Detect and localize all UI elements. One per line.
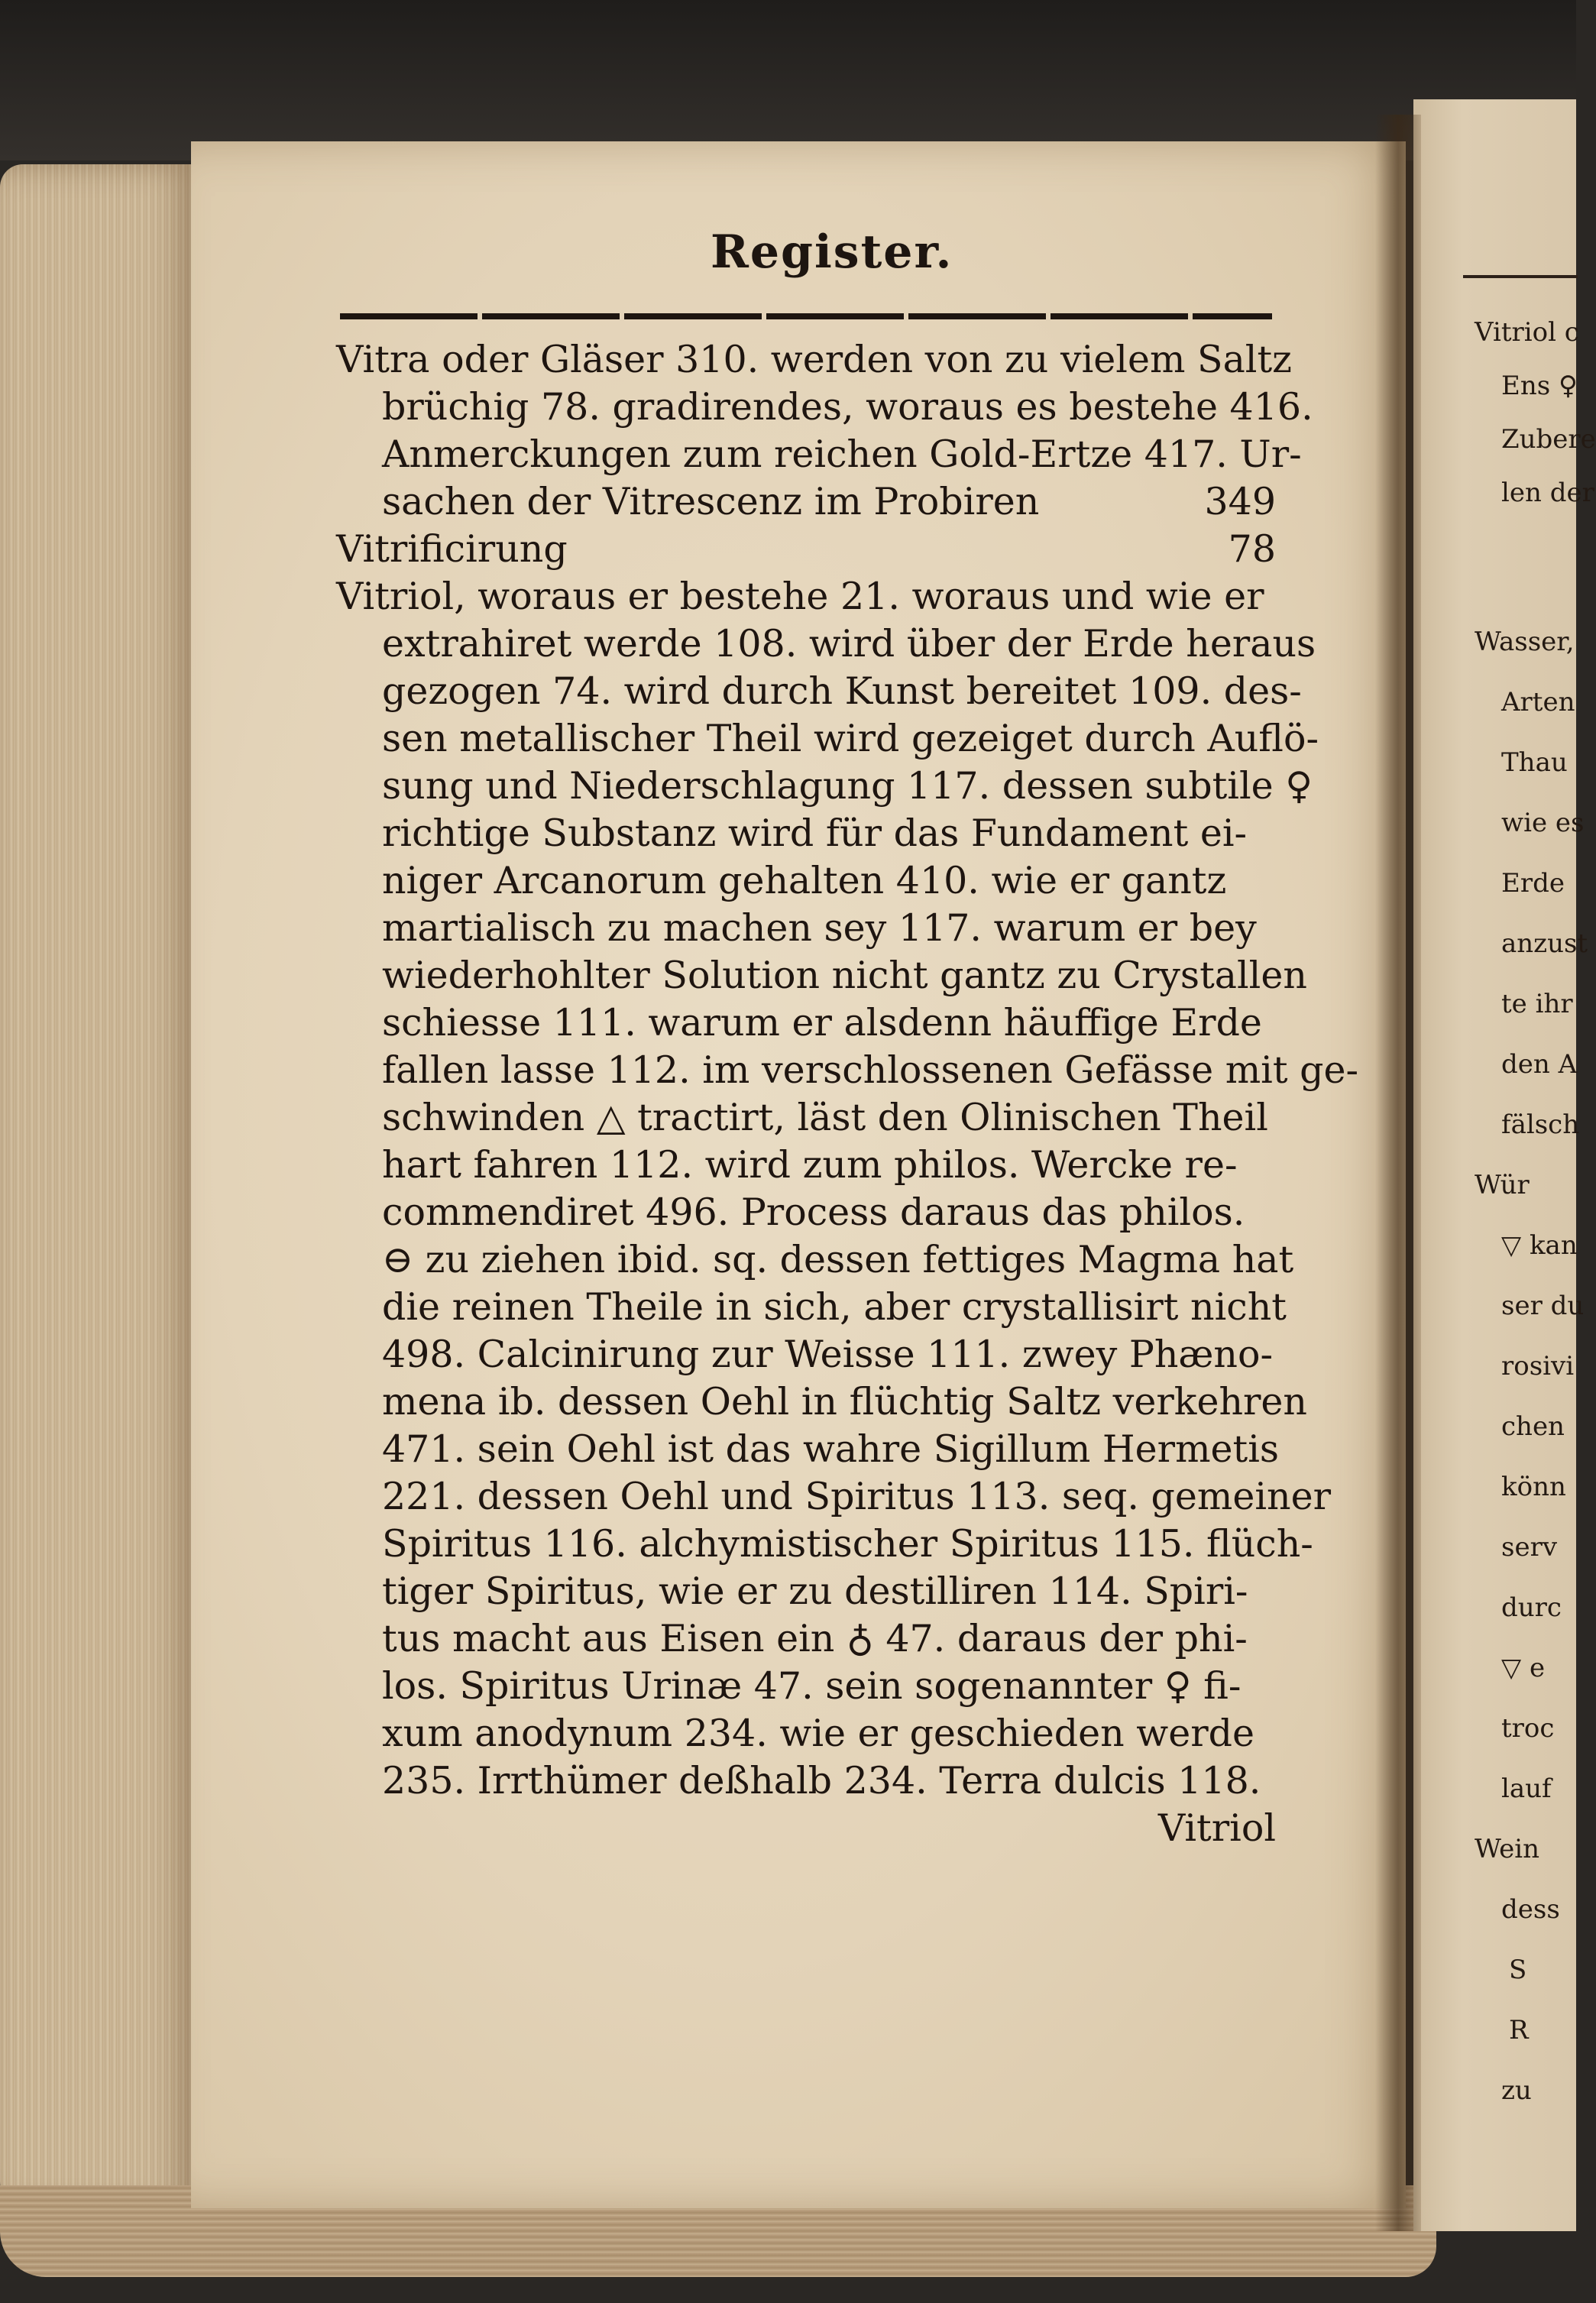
- register-line-text: martialisch zu machen sey 117. warum er bey: [382, 906, 1257, 950]
- facing-page-line: anzust: [1501, 928, 1588, 959]
- facing-page-line: ▽ kan: [1501, 1230, 1578, 1261]
- register-line: [336, 573, 1276, 620]
- page-reference: 349: [1204, 480, 1276, 523]
- register-line: [336, 1473, 1331, 1521]
- register-line: [336, 763, 1313, 810]
- register-line: [336, 1189, 1276, 1236]
- register-line-text: hart fahren 112. wird zum philos. Wercke re-: [382, 1143, 1238, 1187]
- facing-page-line: Vitriol c: [1475, 317, 1579, 348]
- register-line-text: schiesse 111. warum er alsdenn häuffige Erde: [382, 1001, 1262, 1045]
- register-line-text: 471. sein Oehl ist das wahre Sigillum Hermetis: [382, 1427, 1280, 1471]
- page-reference: 78: [1228, 527, 1276, 571]
- register-line: [336, 1094, 1276, 1142]
- register-line-text: mena ib. dessen Oehl in flüchtig Saltz verkehren: [382, 1380, 1307, 1424]
- book-page-edges: [0, 164, 195, 2212]
- register-line: [336, 1142, 1276, 1189]
- register-line: [336, 478, 1276, 526]
- register-line: [336, 668, 1302, 715]
- register-line: [336, 336, 1292, 384]
- register-line-text: xum anodynum 234. wie er geschieden werde: [382, 1712, 1254, 1755]
- register-line-text: sachen der Vitrescenz im Probiren: [382, 480, 1040, 523]
- register-line: [336, 1284, 1287, 1331]
- register-line-text: gezogen 74. wird durch Kunst bereitet 109. des-: [382, 669, 1302, 713]
- right-page: [1413, 99, 1596, 2231]
- register-line-text: sen metallischer Theil wird gezeiget durch Auflö-: [382, 717, 1319, 760]
- register-line: [336, 810, 1276, 857]
- facing-page-line: Arten: [1501, 687, 1575, 717]
- register-line-text: Spiritus 116. alchymistischer Spiritus 115. flüch-: [382, 1522, 1313, 1566]
- catchword-line: [336, 1805, 1276, 1852]
- register-line: [336, 1047, 1359, 1094]
- register-line-text: sung und Niederschlagung 117. dessen subtile ♀: [382, 764, 1313, 808]
- register-line: [336, 1331, 1276, 1378]
- register-line-text: fallen lasse 112. im verschlossenen Gefässe mit ge-: [382, 1048, 1359, 1092]
- register-line: [336, 526, 1276, 573]
- register-line-text: Vitra oder Gläser 310. werden von zu vielem Saltz: [336, 338, 1292, 381]
- facing-page-line: lauf: [1501, 1773, 1552, 1804]
- facing-page-line: R: [1509, 2015, 1529, 2045]
- facing-page-line: Erde: [1501, 868, 1565, 899]
- register-line: [336, 1568, 1276, 1615]
- facing-page-line: ▽ e: [1501, 1653, 1546, 1683]
- register-text: [336, 336, 1359, 1852]
- facing-page-line: zu: [1501, 2075, 1532, 2106]
- register-line-text: schwinden △ tractirt, läst den Olinischen Theil: [382, 1096, 1268, 1139]
- facing-page-line: Zubere: [1501, 424, 1596, 455]
- running-head: Register.: [711, 225, 953, 279]
- facing-page-line: Wür: [1475, 1170, 1530, 1200]
- register-line-text: die reinen Theile in sich, aber crystallisirt nicht: [382, 1285, 1287, 1329]
- register-line-text: Anmerckungen zum reichen Gold-Ertze 417. Ur-: [382, 432, 1302, 476]
- register-line-text: niger Arcanorum gehalten 410. wie er gantz: [382, 859, 1227, 902]
- facing-page-line: rosivi: [1501, 1351, 1575, 1381]
- register-line: [336, 384, 1313, 431]
- catchword: Vitriol: [1157, 1806, 1276, 1850]
- register-line: [336, 1663, 1276, 1710]
- facing-page-line: Thau: [1501, 747, 1568, 778]
- register-line: [336, 715, 1319, 763]
- facing-page-line: fälsch: [1501, 1109, 1580, 1140]
- book-gutter: [1375, 115, 1421, 2231]
- background: [0, 0, 1576, 160]
- register-line-text: 235. Irrthümer deßhalb 234. Terra dulcis 118.: [382, 1759, 1261, 1803]
- facing-page-rule: [1463, 275, 1578, 278]
- register-line-text: wiederhohlter Solution nicht gantz zu Crystallen: [382, 954, 1307, 997]
- facing-page-line: ser du: [1501, 1291, 1585, 1321]
- register-line-text: tiger Spiritus, wie er zu destilliren 114. Spiri-: [382, 1569, 1248, 1613]
- register-line: [336, 999, 1276, 1047]
- register-line: [336, 857, 1276, 905]
- facing-page-line: dess: [1501, 1894, 1560, 1925]
- register-line: [336, 620, 1316, 668]
- head-rule: [340, 313, 1272, 319]
- register-line-text: ⊖ zu ziehen ibid. sq. dessen fettiges Magma hat: [382, 1238, 1294, 1281]
- register-line: [336, 905, 1276, 952]
- register-line-text: tus macht aus Eisen ein ♁ 47. daraus der phi-: [382, 1617, 1248, 1660]
- register-line: [336, 1757, 1276, 1805]
- register-line: [336, 431, 1302, 478]
- register-line: [336, 1378, 1307, 1426]
- facing-page-line: durc: [1501, 1592, 1562, 1623]
- facing-page-line: könn: [1501, 1472, 1566, 1502]
- facing-page-line: troc: [1501, 1713, 1555, 1744]
- register-line-text: brüchig 78. gradirendes, woraus es bestehe 416.: [382, 385, 1313, 429]
- register-line-text: richtige Substanz wird für das Fundament ei-: [382, 811, 1248, 855]
- register-line-text: 498. Calcinirung zur Weisse 111. zwey Phæno-: [382, 1333, 1274, 1376]
- register-line: [336, 952, 1307, 999]
- facing-page-line: Wein: [1475, 1834, 1540, 1864]
- facing-page-line: S: [1509, 1955, 1527, 1985]
- register-line-text: los. Spiritus Urinæ 47. sein sogenannter ♀ fi-: [382, 1664, 1242, 1708]
- facing-page-line: den A: [1501, 1049, 1578, 1080]
- register-line: [336, 1521, 1313, 1568]
- register-line-text: extrahiret werde 108. wird über der Erde heraus: [382, 622, 1316, 666]
- register-line-text: Vitriol, woraus er bestehe 21. woraus und wie er: [336, 575, 1264, 618]
- facing-page-line: te ihr: [1501, 989, 1573, 1019]
- register-line-text: commendiret 496. Process daraus das philos.: [382, 1190, 1245, 1234]
- register-line-text: Vitrificirung: [336, 527, 568, 571]
- register-line-text: 221. dessen Oehl und Spiritus 113. seq. gemeiner: [382, 1475, 1331, 1518]
- facing-page-line: Wasser,: [1475, 627, 1575, 657]
- register-line: [336, 1710, 1276, 1757]
- facing-page-line: wie es: [1501, 808, 1585, 838]
- register-line: [336, 1426, 1280, 1473]
- facing-page-line: len der: [1501, 478, 1594, 508]
- facing-page-line: serv: [1501, 1532, 1558, 1563]
- facing-page-line: Ens ♀: [1501, 371, 1578, 401]
- register-line: [336, 1236, 1294, 1284]
- register-line: [336, 1615, 1276, 1663]
- facing-page-line: chen: [1501, 1411, 1565, 1442]
